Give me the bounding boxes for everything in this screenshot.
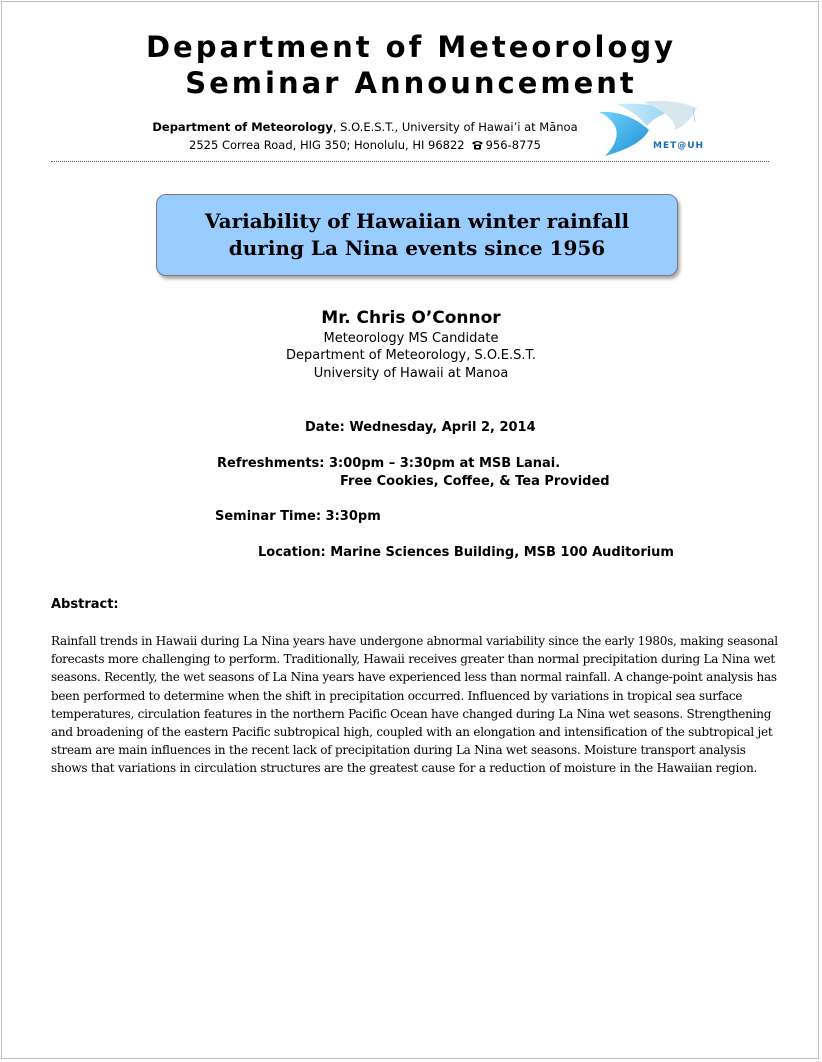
seminar-title-line-2: during La Nina events since 1956 <box>228 236 606 260</box>
speaker-name: Mr. Chris O’Connor <box>321 308 501 328</box>
speaker-role: Meteorology MS Candidate <box>323 331 499 346</box>
address-line <box>120 136 610 154</box>
telephone-icon <box>471 140 484 150</box>
abstract-body: Rainfall trends in Hawaii during La Nina years have undergone abnormal variability since the early 1980s, making seasonal forecasts more challenging to perform. Traditionally, Hawaii receives greater than normal precipitation during La Nina wet seasons. Recently, the wet seasons of La Nina years have experienced less than normal rainfall. A change-point analysis has been performed to determine when the shift in precipitation occurred. Influenced by variations in tropical sea surface temperatures, circulation features in the northern Pacific Ocean have changed during La Nina wet seasons. Strengthening and broadening of the eastern Pacific subtropical high, coupled with an elongation and intensification of the subtropical jet stream are main influences in the recent lack of precipitation during La Nina wet seasons. Moisture transport analysis shows that variations in circulation structures are the greatest cause for a reduction of moisture in the Hawaiian region. <box>51 634 778 776</box>
department-name: Department of Meteorology <box>152 120 333 134</box>
svg-text:MET@UH: MET@UH <box>653 141 705 151</box>
announcement-heading: Seminar Announcement <box>185 66 637 100</box>
seminar-location: Location: Marine Sciences Building, MSB 100 Auditorium <box>258 545 674 560</box>
seminar-date: Date: Wednesday, April 2, 2014 <box>305 420 536 435</box>
phone-number: 956-8775 <box>485 138 541 152</box>
abstract-heading: Abstract: <box>51 597 119 612</box>
street-address: 2525 Correa Road, HIG 350; Honolulu, HI 96822 <box>189 138 465 152</box>
seminar-title-box <box>156 194 678 276</box>
refreshments-line-2: Free Cookies, Coffee, & Tea Provided <box>340 474 610 489</box>
seminar-title-line-1: Variability of Hawaiian winter rainfall <box>204 209 630 233</box>
affiliation-text: , S.O.E.S.T., University of Hawai’i at Mānoa <box>332 120 578 134</box>
refreshments-line-1: Refreshments: 3:00pm – 3:30pm at MSB Lanai. <box>217 456 561 471</box>
speaker-department: Department of Meteorology, S.O.E.S.T. <box>286 348 536 363</box>
met-uh-logo <box>597 100 732 160</box>
department-affiliation <box>120 118 610 136</box>
seminar-time: Seminar Time: 3:30pm <box>215 509 381 524</box>
header-divider <box>51 161 769 162</box>
department-heading: Department of Meteorology <box>145 30 677 64</box>
speaker-university: University of Hawaii at Manoa <box>313 366 509 381</box>
